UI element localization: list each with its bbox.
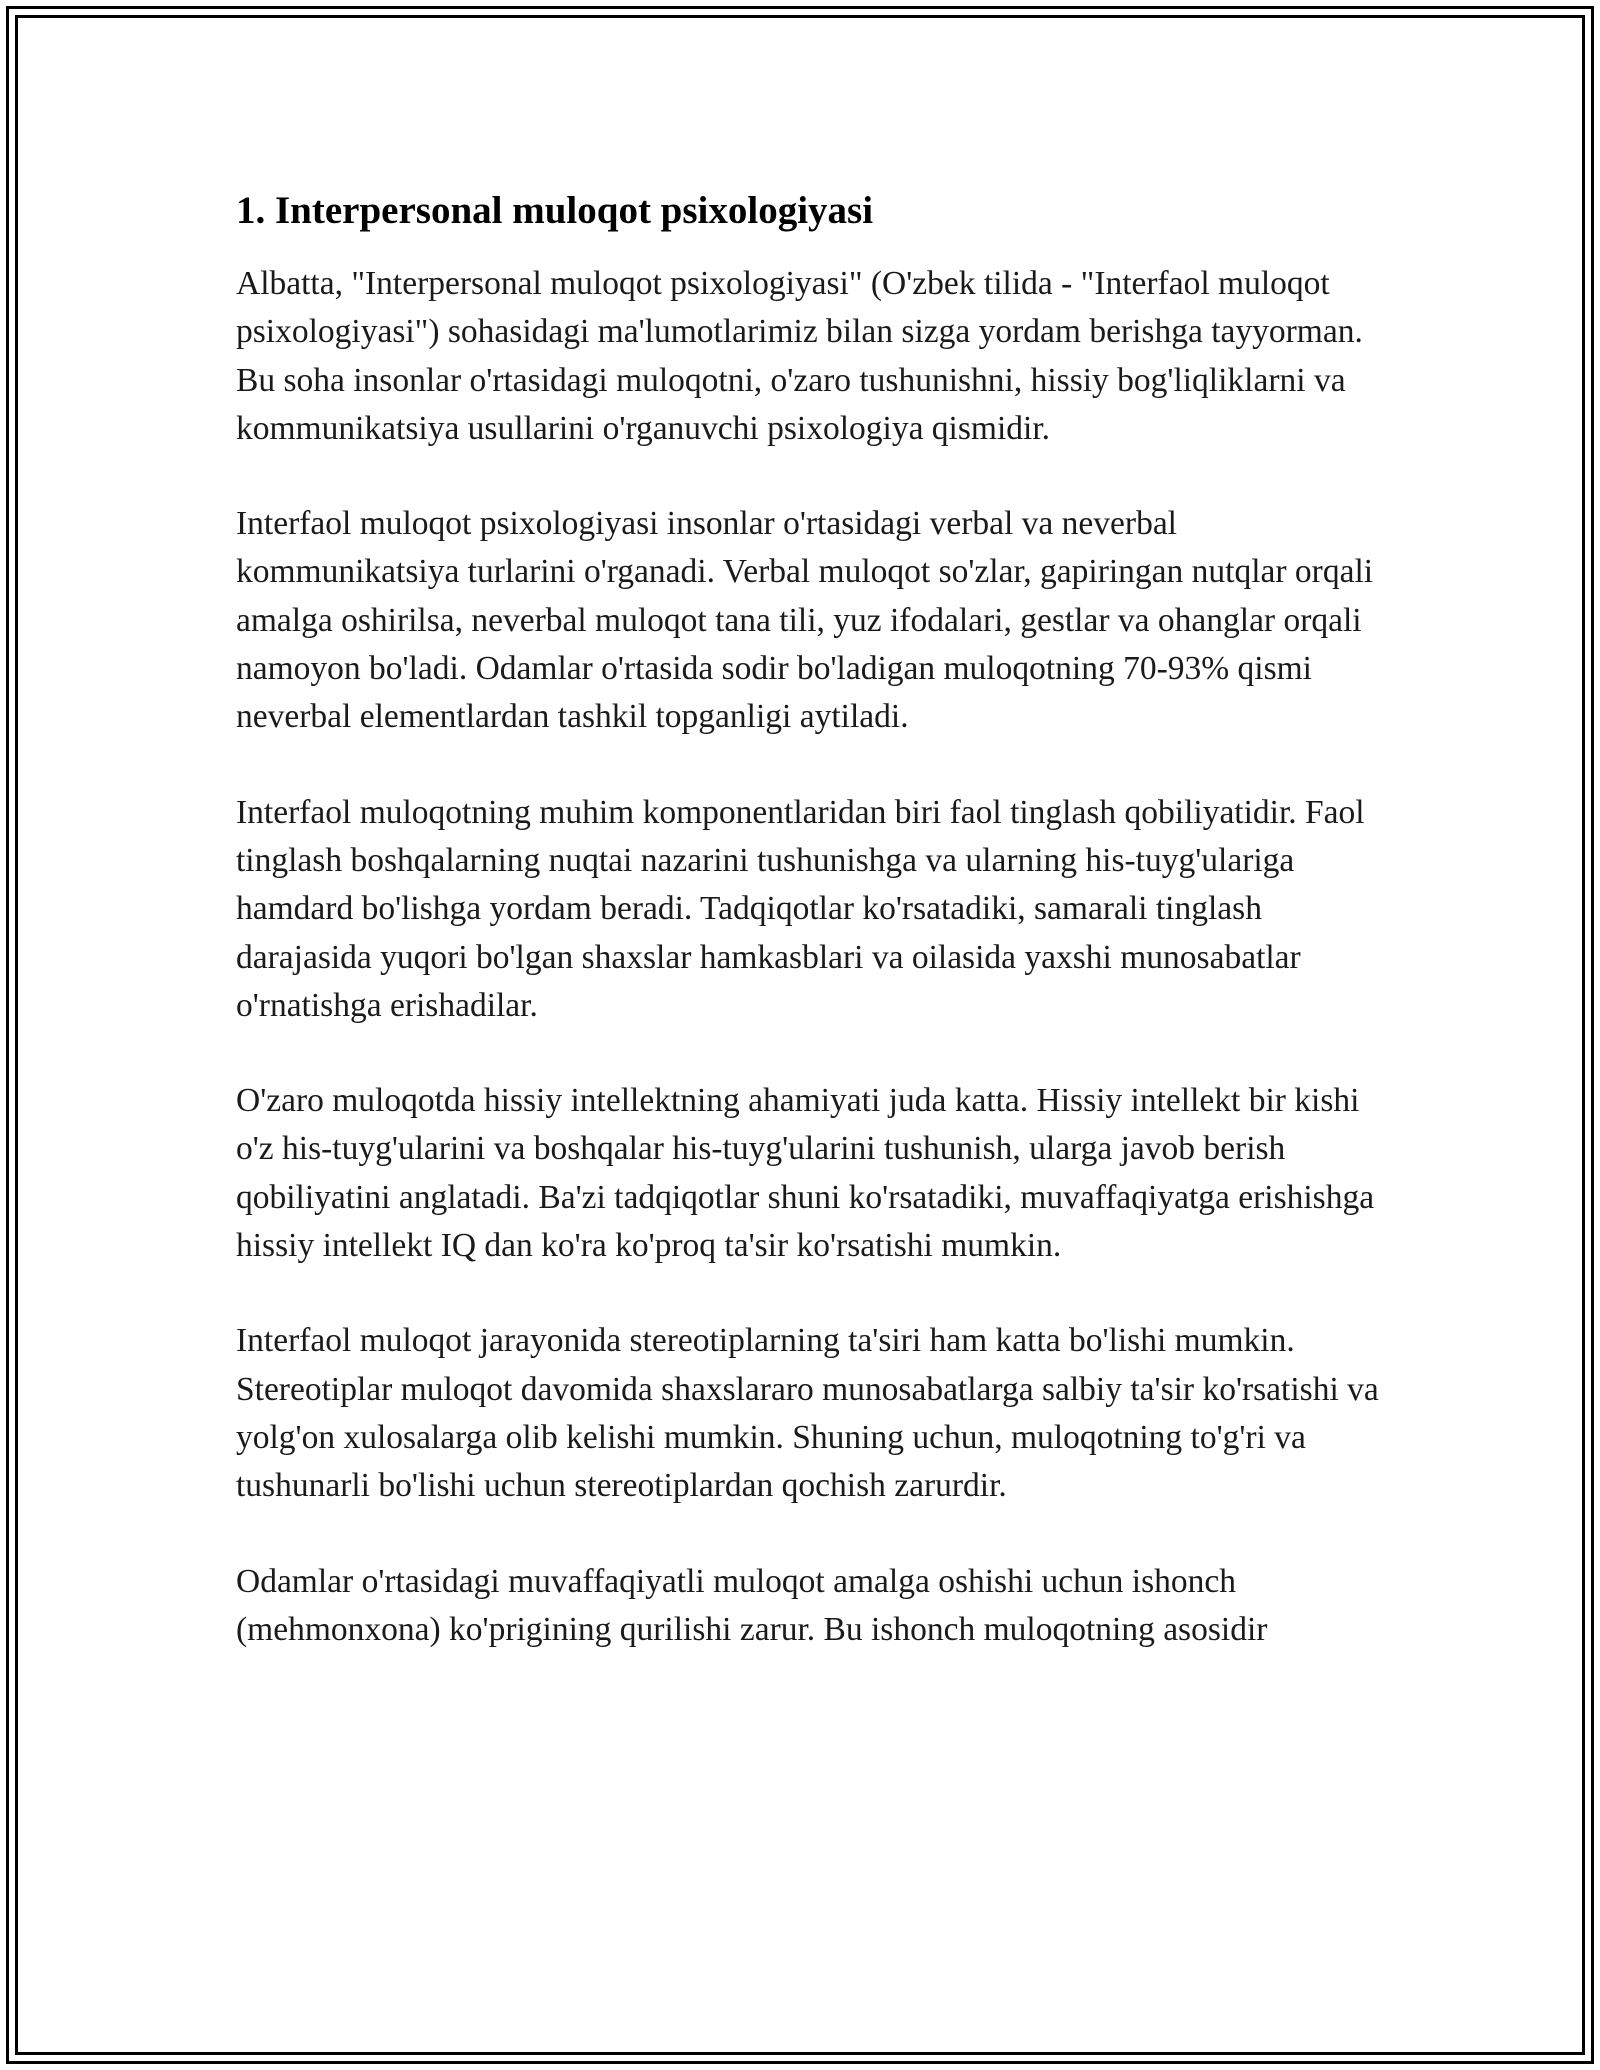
document-body (236, 184, 1396, 1701)
paragraph-emotional-intelligence: O'zaro muloqotda hissiy intellektning ahamiyati juda katta. Hissiy intellekt bir kishi o'z his-tuyg'ularini va boshqalar his-tuyg'ularini tushunish, ularga javob berish qobiliyatini anglatadi. Ba'zi tadqiqotlar shuni ko'rsatadiki, muvaffaqiyatga erishishga hissiy intellekt IQ dan ko'ra ko'proq ta'sir ko'rsatishi mumkin. (236, 1082, 1375, 1265)
paragraph-stereotypes: Interfaol muloqot jarayonida stereotiplarning ta'siri ham katta bo'lishi mumkin. Stereotiplar muloqot davomida shaxslararo munosabatlarga salbiy ta'sir ko'rsatishi va yolg'on xulosalarga olib kelishi mumkin. Shuning uchun, muloqotning to'g'ri va tushunarli bo'lishi uchun stereotiplardan qochish zarurdir. (236, 1322, 1379, 1505)
paragraph-trust: Odamlar o'rtasidagi muvaffaqiyatli muloqot amalga oshishi uchun ishonch (mehmonxona) ko'prigining qurilishi zarur. Bu ishonch muloqotning asosidir (236, 1562, 1268, 1648)
paragraph-active-listening: Interfaol muloqotning muhim komponentlaridan biri faol tinglash qobiliyatidir. Faol tinglash boshqalarning nuqtai nazarini tushunishga va ularning his-tuyg'ulariga hamdard bo'lishga yordam beradi. Tadqiqotlar ko'rsatadiki, samarali tinglash darajasida yuqori bo'lgan shaxslar hamkasblari va oilasida yaxshi munosabatlar o'rnatishga erishadilar. (236, 793, 1365, 1024)
paragraph-verbal-nonverbal: Interfaol muloqot psixologiyasi insonlar o'rtasidagi verbal va neverbal kommunikatsiya turlarini o'rganadi. Verbal muloqot so'zlar, gapiringan nutqlar orqali amalga oshirilsa, neverbal muloqot tana tili, yuz ifodalari, gestlar va ohanglar orqali namoyon bo'ladi. Odamlar o'rtasida sodir bo'ladigan muloqotning 70-93% qismi neverbal elementlardan tashkil topganligi aytiladi. (236, 505, 1374, 736)
section-heading: 1. Interpersonal muloqot psixologiyasi (236, 189, 874, 232)
paragraph-intro: Albatta, "Interpersonal muloqot psixologiyasi" (O'zbek tilida - "Interfaol muloqot psixologiyasi") sohasidagi ma'lumotlarimiz bilan sizga yordam berishga tayyorman. Bu soha insonlar o'rtasidagi muloqotni, o'zaro tushunishni, hissiy bog'liqliklarni va kommunikatsiya usullarini o'rganuvchi psixologiya qismidir. (236, 265, 1363, 447)
